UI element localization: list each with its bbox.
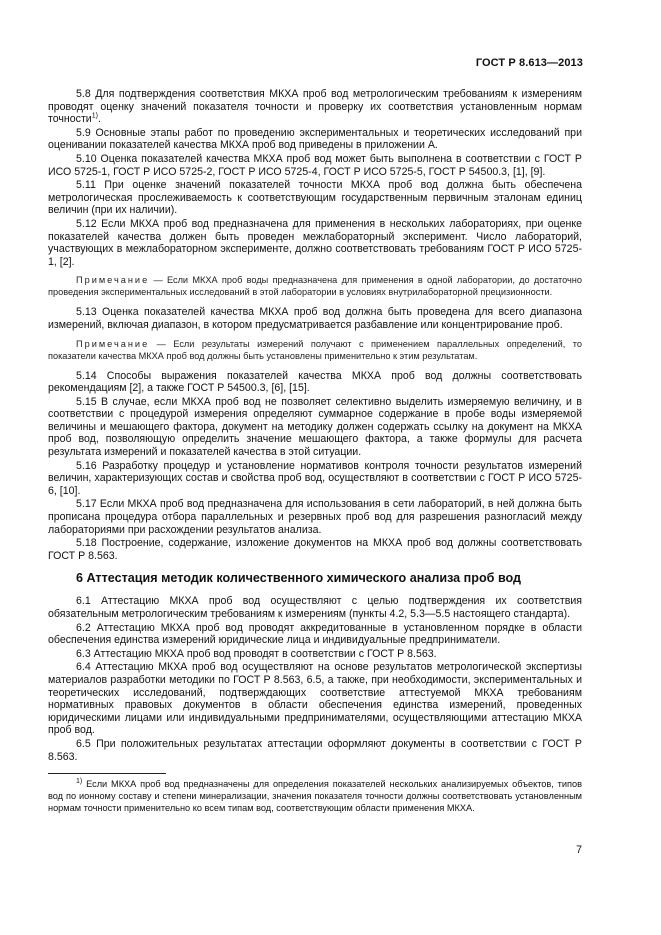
footnote-divider [48,773,166,774]
footnote-mark: 1) [76,778,83,786]
page-number: 7 [576,844,582,856]
document-body [48,88,582,814]
paragraph-6-4: 6.4 Аттестацию МКХА проб вод осуществляют на основе результатов метрологической экспертизы материалов разработки методики по ГОСТ Р 8.563, 6.5, а также, при необходимости, экспериментальных и теоретических исследований, подтверждающих соответствие аттестуемой МКХА требованиям нормативных правовых документов в области обеспечения единства измерений, проведенных юридическими лицами или индивидуальными предпринимателями, осуществляющими аттестацию МКХА проб вод. [48,661,582,737]
section-heading: 6 Аттестация методик количественного химического анализа проб вод [76,571,522,586]
paragraph-5-9: 5.9 Основные этапы работ по проведению экспериментальных и теоретических исследований при оценивании показателей качества МКХА проб вод приведены в приложении А. [48,126,582,152]
paragraph-5-16: 5.16 Разработку процедур и установление нормативов контроля точности результатов измерений величин, характеризующих состав и свойства проб вод, осуществляют в соответствии с ГОСТ Р ИСО 5725-6, [10]. [48,459,582,497]
paragraph-5-10: 5.10 Оценка показателей качества МКХА проб вод может быть выполнена в соответствии с ГОСТ Р ИСО 5725-1, ГОСТ Р ИСО 5725-2, ГОСТ Р ИСО 5725-4, ГОСТ Р ИСО 5725-5, ГОСТ Р 54500.3, [1], [9]. [48,152,582,178]
paragraph-5-12: 5.12 Если МКХА проб вод предназначена для применения в нескольких лабораториях, при оценке показателей качества должен быть проведен межлабораторный эксперимент. Число лабораторий, участвующих в межлабораторном эксперименте, должно соответствовать требованиям ГОСТ Р ИСО 5725-1, [2]. [48,217,582,268]
note-2: Примечание — Если результаты измерений получают с применением параллельных определений, то показатели качества МКХА проб вод должны быть установлены применительно к этим результатам. [48,338,582,361]
paragraph-5-15: 5.15 В случае, если МКХА проб вод не позволяет селективно выделить измеряемую величину, и в соответствии с процедурой измерения определяют суммарное содержание в пробе воды измеряемой величины и мешающего фактора, документ на методику должен содержать ссылку на документ на МКХА проб вод, позволяющую определить значение мешающего фактора, а также формулы для расчета результата измерений и показателей качества в этой ситуации. [48,395,582,459]
footnote-ref: 1) [91,112,98,120]
paragraph-5-13: 5.13 Оценка показателей качества МКХА проб вод должна быть проведена для всего диапазона измерений, включая диапазон, в котором предусматривается разбавление или концентрирование проб. [48,306,582,331]
footnote: $^{1)}$ Если МКХА проб вод предназначены для определения показателей нескольких анализируемых объектов, типов вод по ионному составу и степени минерализации, значения показателя точности должны соответствовать установленным нормам точности применительно ко всем типам вод, соответствующим области применения МКХА. [48,778,582,814]
paragraph-5-14: 5.14 Способы выражения показателей качества МКХА проб вод должны соответствовать рекомендациям [2], а также ГОСТ Р 54500.3, [6], [15]. [48,369,582,395]
note-label: Примечание [76,338,150,349]
note-1: Примечание — Если МКХА проб воды предназначена для применения в одной лаборатории, до достаточно проведения экспериментальных исследований в этой лаборатории в условиях внутрилабораторной прецизионности. [48,275,582,298]
paragraph-5-11: 5.11 При оценке значений показателей точности МКХА проб вод должна быть обеспечена метрологическая прослеживаемость к соответствующим государственным первичным эталонам единиц величин (при их наличии). [48,179,582,217]
paragraph-5-8: 5.8 Для подтверждения соответствия МКХА проб вод метрологическим требованиям к измерениям проводят оценку значений показателя точности и проверку их соответствия установленным нормам точности$^{1)}$. [48,88,582,126]
paragraph-5-17: 5.17 Если МКХА проб вод предназначена для использования в сети лабораторий, в ней должна быть прописана процедура отбора параллельных и резервных проб вод для разрешения разногласий между лабораториями при расхождении результатов анализа. [48,498,582,536]
paragraph-6-3: 6.3 Аттестацию МКХА проб вод проводят в соответствии с ГОСТ Р 8.563. [76,647,437,660]
paragraph-6-2: 6.2 Аттестацию МКХА проб вод проводят аккредитованные в установленном порядке в области обеспечения единства измерений юридические лица и индивидуальные предприниматели. [48,621,582,647]
paragraph-5-18: 5.18 Построение, содержание, изложение документов на МКХА проб вод должны соответствовать ГОСТ Р 8.563. [48,537,582,562]
note-label: Примечание [76,275,150,286]
paragraph-6-5: 6.5 При положительных результатах аттестации оформляют документы в соответствии с ГОСТ Р 8.563. [48,737,582,763]
document-header: ГОСТ Р 8.613—2013 [475,57,583,69]
paragraph-6-1: 6.1 Аттестацию МКХА проб вод осуществляют с целью подтверждения их соответствия обязательным метрологическим требованиям к измерениям (пункты 4.2, 5.3—5.5 настоящего стандарта). [48,595,582,620]
